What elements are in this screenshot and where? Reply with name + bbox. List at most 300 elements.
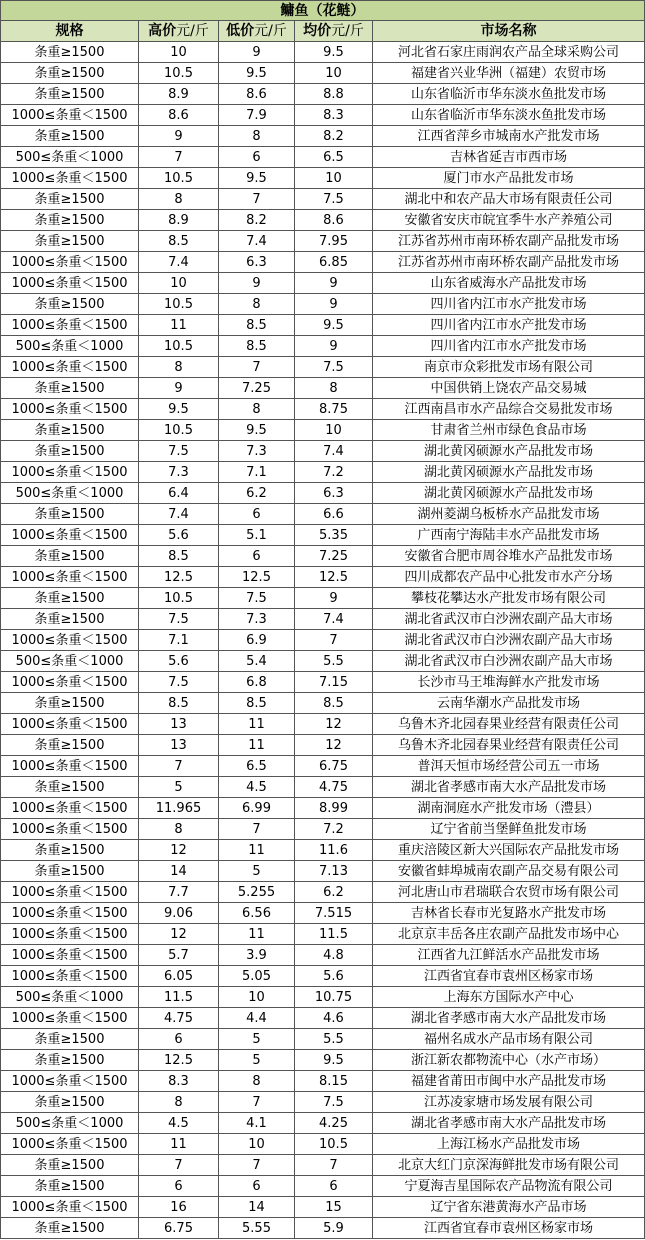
cell-market-name: 浙江新农都物流中心（水产市场） <box>373 1050 645 1071</box>
cell-high-price: 8 <box>139 357 219 378</box>
table-row <box>1 819 645 840</box>
cell-avg-price: 10 <box>295 420 373 441</box>
cell-high-price: 4.75 <box>139 1008 219 1029</box>
table-row <box>1 1155 645 1176</box>
table-row <box>1 252 645 273</box>
table-row <box>1 1029 645 1050</box>
cell-market-name: 辽宁省东港黄海水产品市场 <box>373 1197 645 1218</box>
cell-low-price: 6.9 <box>219 630 295 651</box>
cell-market-name: 攀枝花攀达水产批发市场有限公司 <box>373 588 645 609</box>
cell-spec: 500≤条重＜1000 <box>1 336 139 357</box>
cell-avg-price: 6.2 <box>295 882 373 903</box>
header-low-label: 低价 <box>226 22 255 39</box>
cell-market-name: 湖北省武汉市白沙洲农副产品大市场 <box>373 630 645 651</box>
cell-market-name: 甘肃省兰州市绿色食品市场 <box>373 420 645 441</box>
table-row <box>1 336 645 357</box>
cell-avg-price: 9 <box>295 294 373 315</box>
cell-low-price: 7 <box>219 357 295 378</box>
cell-high-price: 8.5 <box>139 231 219 252</box>
table-row <box>1 903 645 924</box>
cell-market-name: 厦门市水产品批发市场 <box>373 168 645 189</box>
cell-spec: 1000≤条重＜1500 <box>1 945 139 966</box>
cell-market-name: 湖北省武汉市白沙洲农副产品大市场 <box>373 609 645 630</box>
cell-avg-price: 7.15 <box>295 672 373 693</box>
cell-avg-price: 6.75 <box>295 756 373 777</box>
cell-low-price: 5 <box>219 1029 295 1050</box>
table-row <box>1 462 645 483</box>
cell-spec: 条重≥1500 <box>1 840 139 861</box>
cell-avg-price: 11.5 <box>295 924 373 945</box>
cell-low-price: 6 <box>219 147 295 168</box>
table-row <box>1 210 645 231</box>
cell-market-name: 北京京丰岳各庄农副产品批发市场中心 <box>373 924 645 945</box>
cell-high-price: 12 <box>139 924 219 945</box>
table-row <box>1 420 645 441</box>
cell-spec: 1000≤条重＜1500 <box>1 168 139 189</box>
cell-high-price: 10.5 <box>139 336 219 357</box>
cell-high-price: 7.7 <box>139 882 219 903</box>
cell-spec: 1000≤条重＜1500 <box>1 1071 139 1092</box>
cell-high-price: 14 <box>139 861 219 882</box>
cell-low-price: 8.5 <box>219 315 295 336</box>
cell-market-name: 辽宁省前当堡鲜鱼批发市场 <box>373 819 645 840</box>
cell-low-price: 5.4 <box>219 651 295 672</box>
cell-high-price: 6 <box>139 1029 219 1050</box>
cell-low-price: 6.2 <box>219 483 295 504</box>
cell-spec: 500≤条重＜1000 <box>1 147 139 168</box>
cell-market-name: 江苏省苏州市南环桥农副产品批发市场 <box>373 231 645 252</box>
cell-market-name: 福建省兴业华洲（福建）农贸市场 <box>373 63 645 84</box>
cell-high-price: 10 <box>139 273 219 294</box>
cell-avg-price: 15 <box>295 1197 373 1218</box>
cell-avg-price: 8.8 <box>295 84 373 105</box>
table-row <box>1 273 645 294</box>
header-high <box>139 21 219 42</box>
table-row <box>1 546 645 567</box>
cell-low-price: 5.255 <box>219 882 295 903</box>
table-row <box>1 840 645 861</box>
table-row <box>1 651 645 672</box>
cell-market-name: 河北唐山市君瑞联合农贸市场有限公司 <box>373 882 645 903</box>
cell-spec: 条重≥1500 <box>1 1092 139 1113</box>
cell-market-name: 湖北黄冈硕源水产品批发市场 <box>373 462 645 483</box>
cell-high-price: 8.3 <box>139 1071 219 1092</box>
cell-low-price: 5.1 <box>219 525 295 546</box>
cell-low-price: 7 <box>219 1092 295 1113</box>
cell-avg-price: 6.5 <box>295 147 373 168</box>
cell-avg-price: 7 <box>295 1155 373 1176</box>
header-avg <box>295 21 373 42</box>
table-row <box>1 693 645 714</box>
cell-market-name: 四川省内江市水产批发市场 <box>373 336 645 357</box>
cell-high-price: 9.5 <box>139 399 219 420</box>
table-row <box>1 441 645 462</box>
table-row <box>1 399 645 420</box>
cell-high-price: 9 <box>139 378 219 399</box>
cell-high-price: 16 <box>139 1197 219 1218</box>
cell-high-price: 11 <box>139 1134 219 1155</box>
cell-high-price: 5.6 <box>139 651 219 672</box>
table-row <box>1 1197 645 1218</box>
cell-high-price: 7.5 <box>139 441 219 462</box>
cell-market-name: 江西省宜春市袁州区杨家市场 <box>373 1218 645 1239</box>
cell-market-name: 江西省九江鲜活水产品批发市场 <box>373 945 645 966</box>
cell-market-name: 安徽省安庆市皖宜季牛水产养殖公司 <box>373 210 645 231</box>
cell-low-price: 9.5 <box>219 63 295 84</box>
cell-low-price: 9.5 <box>219 168 295 189</box>
cell-market-name: 山东省威海水产品批发市场 <box>373 273 645 294</box>
cell-avg-price: 8.99 <box>295 798 373 819</box>
table-row <box>1 42 645 63</box>
cell-low-price: 10 <box>219 1134 295 1155</box>
cell-spec: 条重≥1500 <box>1 1029 139 1050</box>
table-row <box>1 231 645 252</box>
cell-high-price: 11.5 <box>139 987 219 1008</box>
cell-spec: 条重≥1500 <box>1 609 139 630</box>
cell-market-name: 山东省临沂市华东淡水鱼批发市场 <box>373 84 645 105</box>
table-row <box>1 1113 645 1134</box>
table-row <box>1 378 645 399</box>
cell-high-price: 5.6 <box>139 525 219 546</box>
cell-spec: 条重≥1500 <box>1 210 139 231</box>
cell-market-name: 山东省临沂市华东淡水鱼批发市场 <box>373 105 645 126</box>
cell-spec: 条重≥1500 <box>1 1176 139 1197</box>
table-row <box>1 357 645 378</box>
table-row <box>1 189 645 210</box>
cell-low-price: 9 <box>219 42 295 63</box>
cell-market-name: 四川省内江市水产批发市场 <box>373 294 645 315</box>
cell-low-price: 6.56 <box>219 903 295 924</box>
cell-low-price: 7.9 <box>219 105 295 126</box>
cell-high-price: 6.05 <box>139 966 219 987</box>
cell-spec: 1000≤条重＜1500 <box>1 567 139 588</box>
cell-high-price: 5 <box>139 777 219 798</box>
cell-spec: 条重≥1500 <box>1 1050 139 1071</box>
cell-high-price: 7.4 <box>139 252 219 273</box>
cell-high-price: 7.1 <box>139 630 219 651</box>
cell-low-price: 9 <box>219 273 295 294</box>
cell-spec: 1000≤条重＜1500 <box>1 756 139 777</box>
cell-avg-price: 7 <box>295 630 373 651</box>
table-row <box>1 483 645 504</box>
table-row <box>1 567 645 588</box>
table-row <box>1 945 645 966</box>
cell-avg-price: 8.6 <box>295 210 373 231</box>
cell-spec: 条重≥1500 <box>1 189 139 210</box>
cell-market-name: 湖北省孝感市南大水产品批发市场 <box>373 1113 645 1134</box>
table-row <box>1 924 645 945</box>
cell-avg-price: 7.515 <box>295 903 373 924</box>
table-row <box>1 1071 645 1092</box>
cell-spec: 1000≤条重＜1500 <box>1 399 139 420</box>
cell-avg-price: 5.9 <box>295 1218 373 1239</box>
header-high-unit: 元/斤 <box>176 22 209 39</box>
cell-low-price: 5.55 <box>219 1218 295 1239</box>
table-row <box>1 1092 645 1113</box>
cell-market-name: 安徽省合肥市周谷堆水产品批发市场 <box>373 546 645 567</box>
cell-spec: 1000≤条重＜1500 <box>1 462 139 483</box>
cell-spec: 1000≤条重＜1500 <box>1 672 139 693</box>
cell-market-name: 广西南宁海陆丰水产品批发市场 <box>373 525 645 546</box>
cell-avg-price: 8.2 <box>295 126 373 147</box>
cell-avg-price: 7.5 <box>295 189 373 210</box>
cell-low-price: 8 <box>219 1071 295 1092</box>
cell-spec: 条重≥1500 <box>1 420 139 441</box>
cell-high-price: 4.5 <box>139 1113 219 1134</box>
cell-avg-price: 9 <box>295 588 373 609</box>
cell-market-name: 安徽省蚌埠城南农副产品交易有限公司 <box>373 861 645 882</box>
cell-low-price: 11 <box>219 840 295 861</box>
cell-high-price: 10.5 <box>139 588 219 609</box>
cell-spec: 条重≥1500 <box>1 378 139 399</box>
cell-spec: 500≤条重＜1000 <box>1 1113 139 1134</box>
cell-market-name: 吉林省长春市光复路水产批发市场 <box>373 903 645 924</box>
cell-low-price: 4.4 <box>219 1008 295 1029</box>
cell-spec: 1000≤条重＜1500 <box>1 273 139 294</box>
cell-avg-price: 12 <box>295 735 373 756</box>
header-avg-unit: 元/斤 <box>331 22 364 39</box>
table-row <box>1 735 645 756</box>
cell-high-price: 7 <box>139 147 219 168</box>
cell-spec: 条重≥1500 <box>1 294 139 315</box>
table-row <box>1 672 645 693</box>
cell-avg-price: 9 <box>295 273 373 294</box>
cell-high-price: 10 <box>139 42 219 63</box>
cell-low-price: 11 <box>219 735 295 756</box>
cell-low-price: 10 <box>219 987 295 1008</box>
cell-avg-price: 8.5 <box>295 693 373 714</box>
cell-spec: 条重≥1500 <box>1 441 139 462</box>
cell-avg-price: 7.13 <box>295 861 373 882</box>
cell-market-name: 乌鲁木齐北园春果业经营有限责任公司 <box>373 714 645 735</box>
cell-high-price: 5.7 <box>139 945 219 966</box>
cell-market-name: 湖北中和农产品大市场有限责任公司 <box>373 189 645 210</box>
header-avg-label: 均价 <box>303 22 332 39</box>
cell-market-name: 江西省萍乡市城南水产批发市场 <box>373 126 645 147</box>
cell-high-price: 12.5 <box>139 1050 219 1071</box>
cell-low-price: 7 <box>219 819 295 840</box>
cell-spec: 条重≥1500 <box>1 42 139 63</box>
cell-avg-price: 5.5 <box>295 651 373 672</box>
cell-spec: 条重≥1500 <box>1 735 139 756</box>
table-row <box>1 1134 645 1155</box>
table-row <box>1 777 645 798</box>
cell-high-price: 8.5 <box>139 546 219 567</box>
cell-market-name: 湖州菱湖乌板桥水产品批发市场 <box>373 504 645 525</box>
cell-spec: 1000≤条重＜1500 <box>1 924 139 945</box>
cell-spec: 1000≤条重＜1500 <box>1 1134 139 1155</box>
cell-spec: 1000≤条重＜1500 <box>1 882 139 903</box>
cell-market-name: 南京市众彩批发市场有限公司 <box>373 357 645 378</box>
cell-spec: 1000≤条重＜1500 <box>1 819 139 840</box>
cell-avg-price: 5.35 <box>295 525 373 546</box>
cell-high-price: 11 <box>139 315 219 336</box>
cell-low-price: 11 <box>219 924 295 945</box>
sheet-title: 鳙鱼（花鲢） <box>1 1 645 21</box>
cell-market-name: 上海东方国际水产中心 <box>373 987 645 1008</box>
cell-spec: 条重≥1500 <box>1 546 139 567</box>
cell-market-name: 江苏省苏州市南环桥农副产品批发市场 <box>373 252 645 273</box>
cell-spec: 1000≤条重＜1500 <box>1 714 139 735</box>
title-row <box>1 1 645 21</box>
cell-spec: 条重≥1500 <box>1 777 139 798</box>
table-row <box>1 609 645 630</box>
cell-high-price: 7.5 <box>139 672 219 693</box>
table-row <box>1 756 645 777</box>
cell-avg-price: 7.2 <box>295 462 373 483</box>
cell-avg-price: 7.2 <box>295 819 373 840</box>
cell-high-price: 10.5 <box>139 294 219 315</box>
cell-avg-price: 5.5 <box>295 1029 373 1050</box>
table-row <box>1 84 645 105</box>
table-row <box>1 966 645 987</box>
header-high-label: 高价 <box>148 22 177 39</box>
cell-low-price: 6 <box>219 546 295 567</box>
cell-low-price: 6.8 <box>219 672 295 693</box>
cell-avg-price: 4.25 <box>295 1113 373 1134</box>
table-row <box>1 315 645 336</box>
cell-high-price: 12 <box>139 840 219 861</box>
cell-market-name: 河北省石家庄雨润农产品全球采购公司 <box>373 42 645 63</box>
cell-market-name: 长沙市马王堆海鲜水产批发市场 <box>373 672 645 693</box>
cell-market-name: 湖南洞庭水产批发市场（澧县） <box>373 798 645 819</box>
cell-low-price: 6.5 <box>219 756 295 777</box>
cell-avg-price: 10.75 <box>295 987 373 1008</box>
cell-spec: 1000≤条重＜1500 <box>1 1197 139 1218</box>
cell-avg-price: 4.6 <box>295 1008 373 1029</box>
cell-avg-price: 8.3 <box>295 105 373 126</box>
table-row <box>1 504 645 525</box>
cell-avg-price: 10 <box>295 63 373 84</box>
cell-low-price: 8.5 <box>219 693 295 714</box>
cell-spec: 1000≤条重＜1500 <box>1 630 139 651</box>
cell-low-price: 8 <box>219 399 295 420</box>
cell-high-price: 6 <box>139 1176 219 1197</box>
cell-avg-price: 8 <box>295 378 373 399</box>
table-row <box>1 126 645 147</box>
table-row <box>1 798 645 819</box>
cell-high-price: 7.3 <box>139 462 219 483</box>
cell-market-name: 乌鲁木齐北园春果业经营有限责任公司 <box>373 735 645 756</box>
cell-market-name: 福州名成水产品市场有限公司 <box>373 1029 645 1050</box>
cell-avg-price: 4.8 <box>295 945 373 966</box>
cell-market-name: 上海江杨水产品批发市场 <box>373 1134 645 1155</box>
cell-market-name: 湖北省武汉市白沙洲农副产品大市场 <box>373 651 645 672</box>
table-row <box>1 882 645 903</box>
cell-low-price: 11 <box>219 714 295 735</box>
table-row <box>1 105 645 126</box>
cell-avg-price: 12 <box>295 714 373 735</box>
cell-high-price: 7.5 <box>139 609 219 630</box>
cell-low-price: 5 <box>219 1050 295 1071</box>
cell-high-price: 10.5 <box>139 168 219 189</box>
table-row <box>1 168 645 189</box>
table-row <box>1 630 645 651</box>
cell-market-name: 湖北省孝感市南大水产品批发市场 <box>373 777 645 798</box>
cell-low-price: 7 <box>219 1155 295 1176</box>
cell-market-name: 湖北黄冈硕源水产品批发市场 <box>373 441 645 462</box>
table-row <box>1 588 645 609</box>
cell-spec: 1000≤条重＜1500 <box>1 903 139 924</box>
cell-market-name: 四川成都农产品中心批发市水产分场 <box>373 567 645 588</box>
cell-spec: 1000≤条重＜1500 <box>1 525 139 546</box>
cell-low-price: 8 <box>219 126 295 147</box>
cell-avg-price: 9.5 <box>295 1050 373 1071</box>
cell-low-price: 6.99 <box>219 798 295 819</box>
cell-avg-price: 10.5 <box>295 1134 373 1155</box>
cell-market-name: 吉林省延吉市西市场 <box>373 147 645 168</box>
cell-low-price: 4.1 <box>219 1113 295 1134</box>
cell-avg-price: 11.6 <box>295 840 373 861</box>
cell-spec: 1000≤条重＜1500 <box>1 105 139 126</box>
cell-high-price: 6.4 <box>139 483 219 504</box>
cell-market-name: 云南华潮水产品批发市场 <box>373 693 645 714</box>
cell-avg-price: 8.15 <box>295 1071 373 1092</box>
cell-low-price: 7.5 <box>219 588 295 609</box>
cell-high-price: 8.5 <box>139 693 219 714</box>
cell-spec: 500≤条重＜1000 <box>1 651 139 672</box>
cell-high-price: 8.6 <box>139 105 219 126</box>
table-row <box>1 861 645 882</box>
cell-avg-price: 7.95 <box>295 231 373 252</box>
cell-market-name: 重庆涪陵区新大兴国际农产品批发市场 <box>373 840 645 861</box>
cell-market-name: 江西南昌市水产品综合交易批发市场 <box>373 399 645 420</box>
cell-avg-price: 9.5 <box>295 42 373 63</box>
cell-spec: 条重≥1500 <box>1 126 139 147</box>
cell-avg-price: 7.5 <box>295 357 373 378</box>
table-row <box>1 1008 645 1029</box>
cell-market-name: 湖北黄冈硕源水产品批发市场 <box>373 483 645 504</box>
cell-market-name: 福建省莆田市闽中水产品批发市场 <box>373 1071 645 1092</box>
cell-high-price: 7 <box>139 1155 219 1176</box>
table-row <box>1 1050 645 1071</box>
cell-low-price: 7.25 <box>219 378 295 399</box>
cell-spec: 500≤条重＜1000 <box>1 987 139 1008</box>
cell-avg-price: 9.5 <box>295 315 373 336</box>
cell-spec: 条重≥1500 <box>1 231 139 252</box>
cell-avg-price: 6.85 <box>295 252 373 273</box>
cell-spec: 1000≤条重＜1500 <box>1 252 139 273</box>
cell-low-price: 7 <box>219 189 295 210</box>
header-market: 市场名称 <box>373 21 645 42</box>
cell-market-name: 普洱天恒市场经营公司五一市场 <box>373 756 645 777</box>
cell-low-price: 8.5 <box>219 336 295 357</box>
cell-high-price: 9.06 <box>139 903 219 924</box>
header-low-unit: 元/斤 <box>254 22 287 39</box>
header-low <box>219 21 295 42</box>
cell-low-price: 8.6 <box>219 84 295 105</box>
cell-spec: 1000≤条重＜1500 <box>1 966 139 987</box>
cell-low-price: 6.3 <box>219 252 295 273</box>
cell-avg-price: 7.25 <box>295 546 373 567</box>
cell-market-name: 中国供销上饶农产品交易城 <box>373 378 645 399</box>
cell-market-name: 湖北省孝感市南大水产品批发市场 <box>373 1008 645 1029</box>
header-row <box>1 21 645 42</box>
cell-spec: 500≤条重＜1000 <box>1 483 139 504</box>
cell-avg-price: 9 <box>295 336 373 357</box>
cell-low-price: 7.1 <box>219 462 295 483</box>
table-row <box>1 714 645 735</box>
cell-avg-price: 10 <box>295 168 373 189</box>
cell-high-price: 10.5 <box>139 63 219 84</box>
cell-high-price: 13 <box>139 735 219 756</box>
cell-market-name: 宁夏海吉星国际农产品物流有限公司 <box>373 1176 645 1197</box>
cell-high-price: 12.5 <box>139 567 219 588</box>
cell-spec: 条重≥1500 <box>1 588 139 609</box>
table-row <box>1 525 645 546</box>
cell-low-price: 8 <box>219 294 295 315</box>
cell-low-price: 7.3 <box>219 609 295 630</box>
